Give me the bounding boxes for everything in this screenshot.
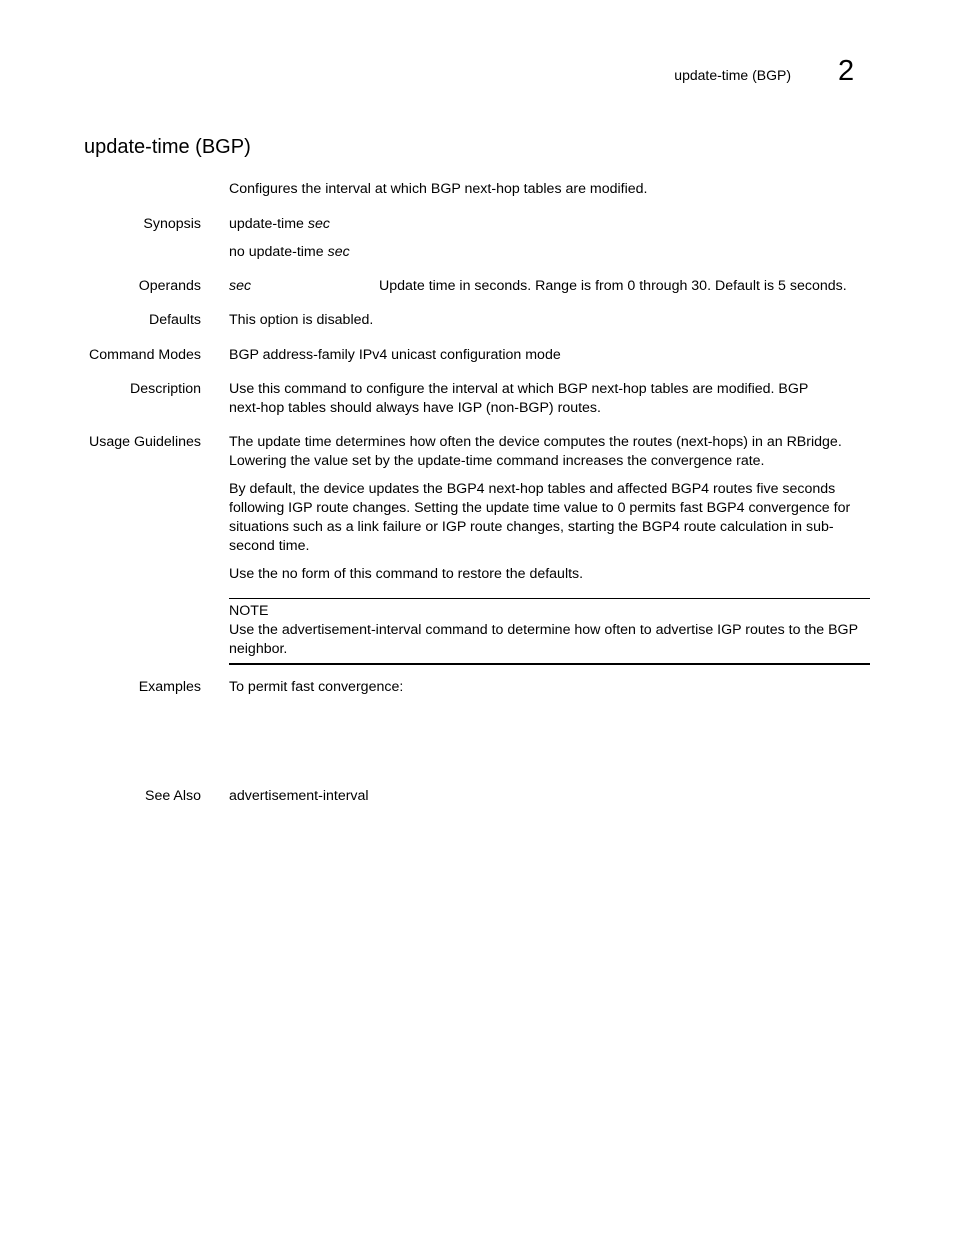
see-also-label: See Also (144, 788, 201, 804)
description-text: Use this command to configure the interval at which BGP next-hop tables are modified. BGP next-hop tables should always have IGP (non-BGP) routes. (229, 381, 809, 416)
usage-paragraph: Use the no form of this command to restore the defaults. (229, 566, 584, 582)
description-label: Description (130, 381, 201, 397)
inline-command: advertisement-interval (281, 622, 422, 638)
defaults-label: Defaults (148, 312, 201, 328)
examples-label: Examples (138, 679, 201, 695)
inline-command: update-time (417, 453, 493, 469)
see-also-link[interactable]: advertisement-interval (229, 788, 369, 804)
command-modes-label: Command Modes (89, 347, 201, 363)
argument: sec (307, 216, 330, 232)
inline-command: no (281, 566, 298, 582)
defaults-text: This option is disabled. (229, 312, 374, 328)
command-name: update-time (229, 216, 304, 232)
examples-text: To permit fast convergence: (229, 679, 404, 695)
synopsis-line (229, 215, 870, 234)
command-name: no update-time (229, 244, 324, 260)
note-label: NOTE (229, 603, 269, 619)
page-title: update-time (BGP) (84, 136, 251, 158)
note-box (229, 598, 870, 665)
usage-guidelines-label: Usage Guidelines (89, 434, 201, 450)
argument: sec (327, 244, 350, 260)
command-modes-text: BGP address-family IPv4 unicast configuration mode (229, 347, 561, 363)
operands-label: Operands (138, 278, 201, 294)
header-title: update-time (BGP) (674, 67, 791, 83)
synopsis-line (229, 243, 870, 262)
synopsis-label: Synopsis (143, 216, 201, 232)
usage-paragraph: By default, the device updates the BGP4 next-hop tables and affected BGP4 routes five seconds following IGP route changes. Setting the update time value to 0 permits fast BGP4 convergence for situations such as a link failure or IGP route changes, starting the BGP4 route calculation in sub-second time. (229, 481, 851, 554)
chapter-number: 2 (838, 55, 855, 87)
note-text: Use the advertisement-interval command to determine how often to advertise IGP routes to the BGP neighbor. (229, 622, 858, 657)
usage-paragraph: The update time determines how often the device computes the routes (next-hops) in an RBridge. Lowering the value set by the update-time command increases the convergence rate. (229, 434, 842, 469)
intro-text: Configures the interval at which BGP next-hop tables are modified. (229, 181, 648, 197)
operand-name: sec (229, 278, 252, 294)
operand-description: Update time in seconds. Range is from 0 through 30. Default is 5 seconds. (379, 278, 847, 294)
